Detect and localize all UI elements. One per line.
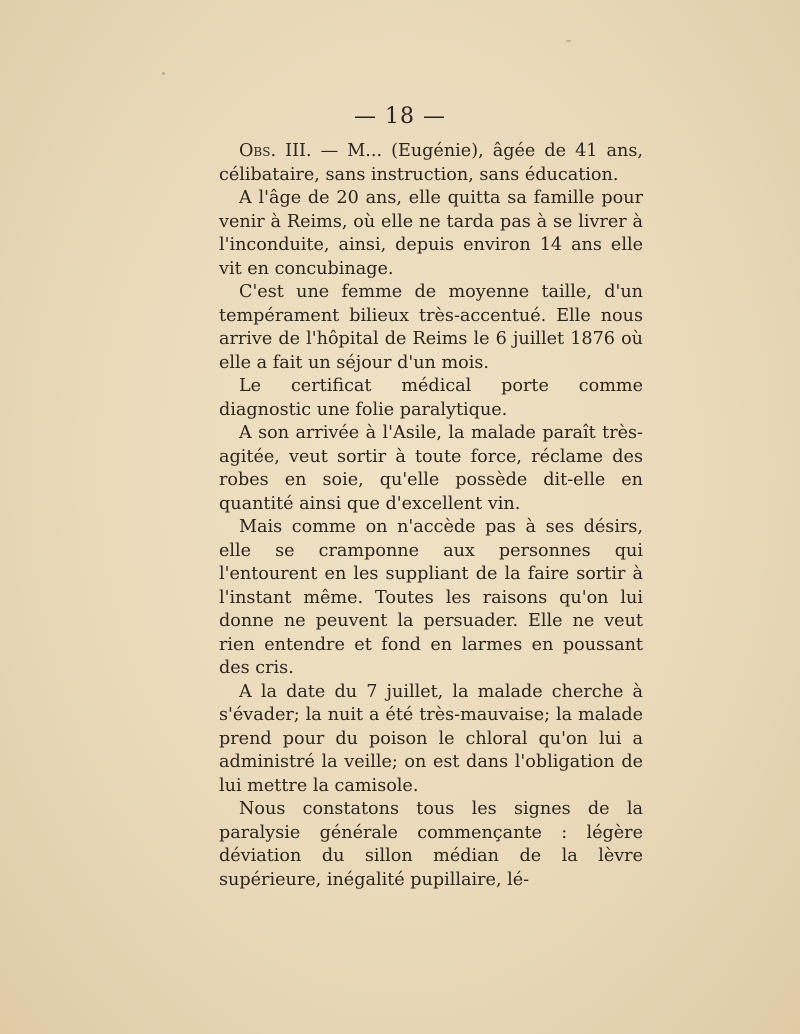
body-text — [219, 140, 643, 892]
paragraph-1 — [219, 140, 643, 187]
paper-speck — [566, 40, 571, 42]
paragraph-1-text: M... (Eugénie), âgée de 41 ans, célibataire, sans instruction, sans éducation. — [219, 141, 643, 185]
page-number: — 18 — — [354, 104, 446, 129]
paragraph-5: A son arrivée à l'Asile, la malade paraît très-agitée, veut sortir à toute force, réclame des robes en soie, qu'elle possède dit-elle en quantité ainsi que d'excellent vin. — [219, 423, 643, 514]
paragraph-6: Mais comme on n'accède pas à ses désirs, elle se cramponne aux personnes qui l'entourent en les suppliant de la faire sortir à l'instant même. Toutes les raisons qu'on lui donne ne peuvent la persuader. Elle ne veut rien entendre et fond en larmes en poussant des cris. — [219, 517, 643, 678]
paper-speck — [162, 72, 165, 75]
paragraph-3: C'est une femme de moyenne taille, d'un tempérament bilieux très-accentué. Elle nous arrive de l'hôpital de Reims le 6 juillet 1876 où elle a fait un séjour d'un mois. — [219, 282, 643, 373]
observation-label: Obs. III. — — [239, 141, 339, 161]
paragraph-4: Le certificat médical porte comme diagnostic une folie paralytique. — [219, 376, 643, 420]
paragraph-7: A la date du 7 juillet, la malade cherche à s'évader; la nuit a été très-mauvaise; la malade prend pour du poison le chloral qu'on lui a administré la veille; on est dans l'obligation de lui mettre la camisole. — [219, 681, 643, 796]
paragraph-8: Nous constatons tous les signes de la paralysie générale commençante : légère déviation du sillon médian de la lèvre supérieure, inégalité pupillaire, lé- — [219, 799, 643, 890]
paragraph-2: A l'âge de 20 ans, elle quitta sa famille pour venir à Reims, où elle ne tarda pas à se livrer à l'inconduite, ainsi, depuis environ 14 ans elle vit en concubinage. — [219, 188, 643, 279]
